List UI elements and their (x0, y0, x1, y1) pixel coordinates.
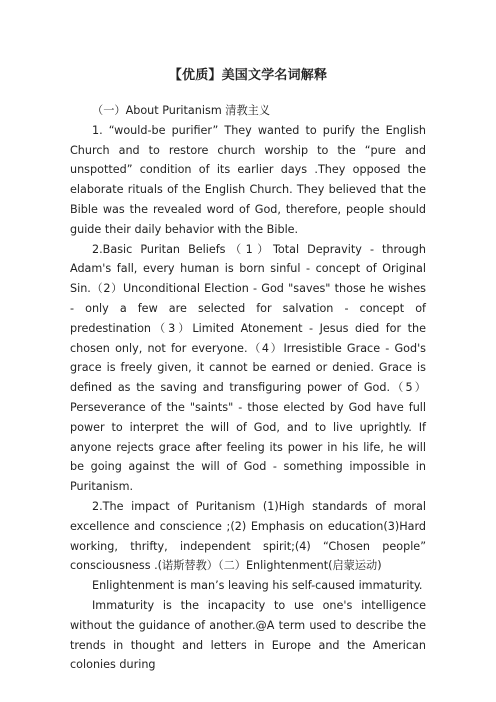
paragraph-would-be-purifier: 1. “would-be purifier” They wanted to purify the English Church and to restore church worship to the “pure and unspotted” condition of its earlier days .They opposed the elaborate rituals of the English Church. They believed that the Bible was the revealed word of God, therefore, people should guide their daily behavior with the Bible. (70, 123, 426, 236)
paragraph-puritan-beliefs: 2.Basic Puritan Beliefs（1）Total Depravity - through Adam's fall, every human is born sinful - concept of Original Sin.（2）Unconditional Election - God "saves" those he wishes - only a few are selected for salvation - concept of predestination（3）Limited Atonement - Jesus died for the chosen only, not for everyone.（4）Irresistible Grace - God's grace is freely given, it cannot be earned or denied. Grace is defined as the saving and transfiguring power of God.（5）Perseverance of the "saints" - those elected by God have full power to interpret the will of God, and to live uprightly. If anyone rejects grace after feeling its power in his life, he will be going against the will of God - something impossible in Puritanism. (70, 242, 426, 494)
paragraph-immaturity-definition: Immaturity is the incapacity to use one's intelligence without the guidance of another.@A term used to describe the trends in thought and letters in Europe and the American colonies during (70, 598, 426, 672)
paragraph-enlightenment-definition: Enlightenment is man’s leaving his self-caused immaturity. (92, 579, 423, 593)
paragraph-impact-of-puritanism: 2.The impact of Puritanism (1)High standards of moral excellence and conscience ;(2) Emphasis on education(3)Hard working, thrifty, independent spirit;(4) “Chosen people” consciousness .(诺斯替教）（二）Enlightenment(启蒙运动) (70, 499, 426, 573)
document-title: 【优质】美国文学名词解释 (168, 68, 328, 83)
section-heading: （一）About Puritanism 清教主义 (92, 104, 271, 117)
